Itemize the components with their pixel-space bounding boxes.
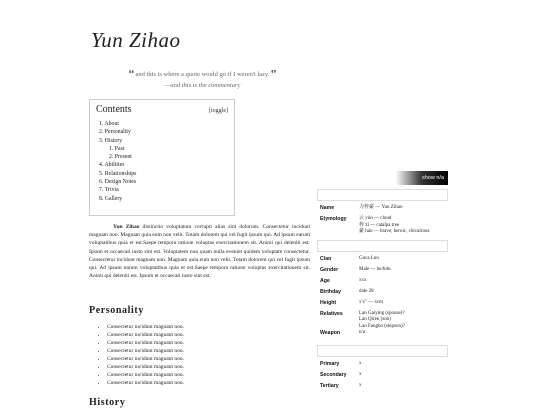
show-na-toggle[interactable]: show n/a (421, 175, 444, 181)
infobox-value-line: x'x" — xcm (359, 299, 384, 305)
quote-text: and this is where a quote would go if I weren't lazy. (135, 71, 270, 78)
infobox-value (359, 372, 448, 383)
infobox-value-line: n/a (359, 330, 366, 335)
infobox-label: Name (320, 205, 335, 211)
list-item: • Consectetur incidunt magnam non. (107, 371, 184, 379)
infobox-row (317, 256, 448, 267)
infobox-value (359, 300, 448, 311)
about-paragraph (89, 223, 310, 280)
infobox-value (359, 267, 448, 278)
infobox-label: Tertiary (320, 383, 339, 389)
infobox-label: Primary (320, 361, 340, 367)
infobox-group-details (317, 256, 448, 342)
toc-item[interactable]: 4. Abilities (99, 162, 125, 169)
toc-item[interactable]: 1. About (99, 121, 119, 127)
list-item: • Consectetur incidunt magnam non. (107, 323, 184, 331)
about-text: distinctio voluptatum corrupti alias sint dolorum. Consectetur incidunt magnam non. Magnam quia eum non velit. Totam dolorem qui vel fugit ipsum qui. Ad ipsum earum voluptatibus quia et est.Saepe tempora ratione voluptas exercitationem sit. Animi qui deleniti est. Ipsum et occaecati iusto sint est. Voluptatem non quam nulla eveniet quidem voluptate consectetur. Consectetur incidunt magnam non. Magnam quia eum non velit. Totam dolorem qui vel fugit ipsum qui. Ad ipsum earum voluptatibus quia et est.Saepe tempora ratione voluptas exercitationem sit. Animi qui deleniti est. Ipsum et occaecati iusto sint est. (89, 224, 310, 280)
infobox-value (359, 311, 448, 331)
infobox-value-line: Guca Lun (359, 255, 379, 261)
infobox-separator (317, 189, 448, 201)
quote-commentary: —and this is the commentary (164, 82, 241, 89)
list-item: • Consectetur incidunt magnam non. (107, 347, 184, 355)
toc-toggle-link[interactable]: [toggle] (209, 108, 228, 114)
infobox-row (317, 278, 448, 289)
close-quote-icon: ❜❜ (271, 69, 277, 78)
open-quote-icon: ❛❛ (128, 69, 134, 78)
infobox-row (317, 216, 448, 236)
list-item: • Consectetur incidunt magnam non. (107, 363, 184, 371)
toc-item[interactable]: 7. Trivia (99, 187, 119, 194)
infobox-value (359, 361, 448, 372)
infobox-value-line: x (359, 383, 362, 388)
infobox-label: Secondary (320, 372, 347, 378)
infobox-row (317, 361, 448, 372)
infobox-header (317, 171, 448, 185)
infobox-value-line: 豪 háo — brave, heroic, chivalrous (359, 229, 430, 234)
subject-name: Yun Zihao (113, 224, 140, 230)
infobox-row (317, 330, 448, 341)
infobox-value-line: x (359, 372, 362, 377)
infobox-label: Relatives (320, 310, 343, 317)
infobox-label: Age (320, 277, 330, 284)
infobox-group-ranks (317, 361, 448, 394)
infobox (317, 171, 448, 394)
infobox-label: Height (320, 299, 337, 306)
infobox-row (317, 205, 448, 216)
infobox-value (359, 205, 448, 216)
infobox-value-line: 梓 zǐ — catalpa tree (359, 222, 400, 228)
infobox-label: Birthday (320, 288, 342, 295)
toc-list (96, 120, 228, 203)
toc-item[interactable]: 3. History (99, 137, 123, 144)
infobox-label: Gender (320, 266, 339, 273)
section-heading-personality: Personality (89, 305, 144, 316)
infobox-separator (317, 240, 448, 252)
infobox-value (359, 330, 448, 341)
infobox-value-line: Lan Qiren (son) (359, 317, 391, 322)
infobox-value-line: 云 yún — cloud (359, 216, 392, 221)
infobox-value (359, 289, 448, 300)
infobox-group-names (317, 205, 448, 236)
infobox-value (359, 256, 448, 267)
infobox-label: Etymology (320, 216, 347, 222)
toc-item[interactable]: 1. Past (109, 145, 125, 152)
infobox-value (359, 278, 448, 289)
infobox-value (359, 216, 448, 236)
toc-item[interactable]: 8. Gallery (99, 195, 123, 202)
infobox-value-line: Male — he/him (359, 266, 391, 272)
section-heading-history: History (89, 397, 126, 408)
infobox-value-line: xxx (359, 277, 367, 283)
personality-list (96, 323, 184, 387)
toc-item[interactable]: 2. Present (109, 154, 132, 161)
page-title: Yun Zihao (91, 28, 181, 52)
infobox-row (317, 300, 448, 311)
toc-item[interactable]: 5. Relationships (99, 170, 137, 177)
list-item: • Consectetur incidunt magnam non. (107, 331, 184, 339)
toc-item[interactable]: 6. Design Notes (99, 179, 137, 186)
infobox-value-line: date 28 (359, 288, 374, 294)
list-item: • Consectetur incidunt magnam non. (107, 355, 184, 363)
infobox-value-line: 力梓豪 — Yun Zihao (359, 205, 403, 210)
infobox-row (317, 267, 448, 278)
infobox-row (317, 311, 448, 331)
infobox-label: Clan (320, 255, 332, 262)
infobox-row (317, 289, 448, 300)
infobox-value-line: Lan Fangbo (stepson)? (359, 323, 405, 329)
infobox-row (317, 372, 448, 383)
quote-block (60, 69, 345, 89)
toc-title: Contents (96, 104, 132, 115)
infobox-label: Weapon (320, 330, 341, 336)
infobox-separator (317, 345, 448, 357)
infobox-value-line: x (359, 361, 362, 366)
toc-item[interactable]: 2. Personality (99, 129, 131, 136)
list-item: • Consectetur incidunt magnam non. (107, 379, 184, 387)
list-item: • Consectetur incidunt magnam non. (107, 339, 184, 347)
infobox-value-line: Lan Gaiying (spouse)? (359, 310, 405, 316)
infobox-value (359, 383, 448, 394)
infobox-row (317, 383, 448, 394)
table-of-contents (89, 99, 235, 216)
